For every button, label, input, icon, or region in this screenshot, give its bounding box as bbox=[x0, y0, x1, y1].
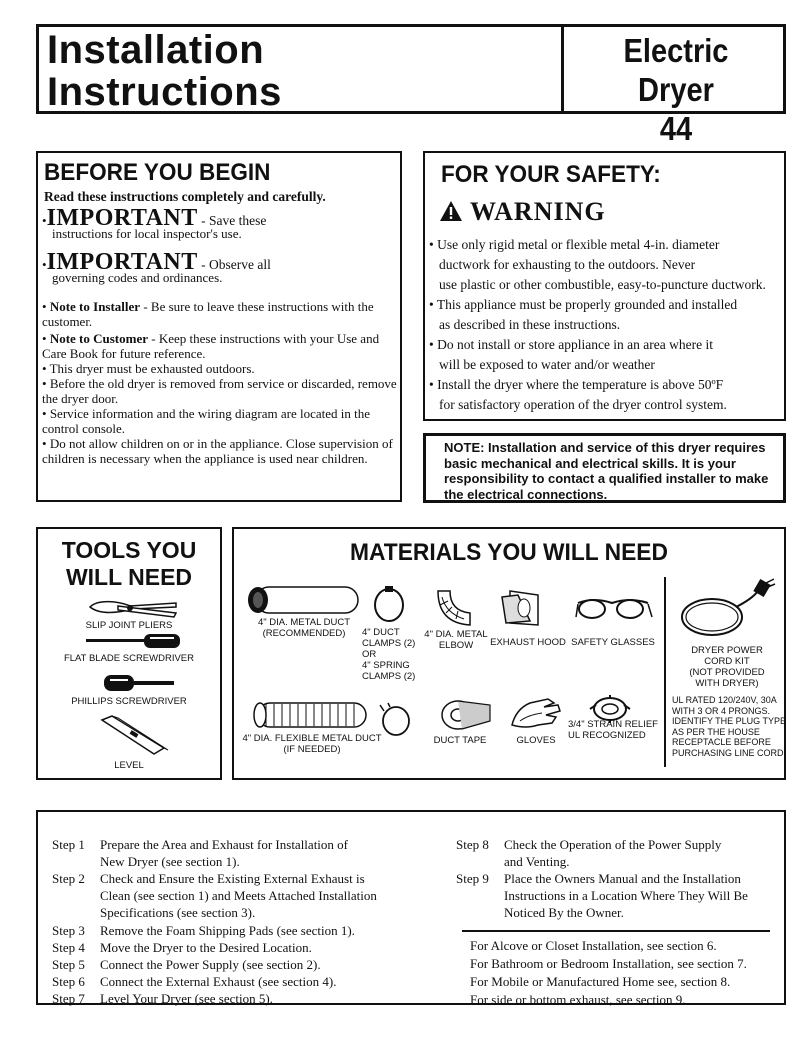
side-exhaust-note: For side or bottom exhaust, see section 9. bbox=[470, 992, 686, 1007]
safety-line-6: • Do not install or store appliance in an area where it bbox=[429, 337, 714, 352]
clamps-label bbox=[362, 627, 418, 682]
flex-l2: (IF NEEDED) bbox=[283, 744, 341, 755]
clamps-l2: CLAMPS (2) bbox=[362, 638, 416, 649]
ul-l1: UL RATED 120/240V, 30A bbox=[672, 695, 777, 705]
clamps-l4: 4" SPRING bbox=[362, 660, 410, 671]
step-5-text: Connect the Power Supply (see section 2). bbox=[100, 957, 321, 972]
before-intro: Read these instructions completely and carefully. bbox=[44, 189, 326, 204]
step-8-number: Step 8 bbox=[456, 837, 489, 852]
step-1-number: Step 1 bbox=[52, 837, 85, 852]
elbow-l1: 4" DIA. METAL bbox=[424, 629, 488, 640]
bullet-service-text: Service information and the wiring diagram are located in the control console. bbox=[42, 406, 371, 436]
step-4-text: Move the Dryer to the Desired Location. bbox=[100, 940, 312, 955]
safety-line-1: • Use only rigid metal or flexible metal 4-in. diameter bbox=[429, 237, 720, 252]
important-1: •IMPORTANT - Save these instructions for local inspector's use. bbox=[42, 211, 398, 241]
bullet-old-text: Before the old dryer is removed from service or discarded, remove the dryer door. bbox=[42, 376, 397, 406]
step-9-l3: Noticed By the Owner. bbox=[504, 905, 624, 921]
duct-clamp-icon bbox=[372, 585, 406, 623]
relief-l2: UL RECOGNIZED bbox=[568, 730, 646, 741]
step-2-text bbox=[100, 870, 400, 922]
materials-divider bbox=[664, 577, 666, 767]
safety-glasses-icon bbox=[574, 595, 654, 623]
note-box bbox=[423, 433, 786, 503]
metal-duct-l2: (RECOMMENDED) bbox=[262, 628, 346, 639]
note-to-installer: • Note to Installer - Be sure to leave these instructions with the customer. bbox=[42, 299, 374, 329]
important-1-cont: instructions for local inspector's use. bbox=[52, 226, 242, 241]
flat-screwdriver-icon bbox=[84, 631, 184, 651]
metal-duct-label bbox=[248, 617, 360, 639]
step-2-l1: Check and Ensure the Existing External Exhaust is bbox=[100, 871, 365, 886]
flexible-duct-icon bbox=[250, 701, 370, 729]
title-line-2: Instructions bbox=[47, 70, 282, 114]
product-line-1: Electric Dryer bbox=[623, 32, 729, 108]
customer-text: - Keep these instructions with your Use and Care Book for future reference. bbox=[42, 331, 380, 361]
materials-section bbox=[232, 527, 786, 780]
important-2: •IMPORTANT - Observe all governing codes and ordinances. bbox=[42, 255, 398, 285]
mobile-home-note: For Mobile or Manufactured Home see, section 8. bbox=[470, 974, 731, 989]
safety-heading: FOR YOUR SAFETY: bbox=[441, 161, 661, 188]
elbow-l2: ELBOW bbox=[438, 640, 474, 651]
tools-section bbox=[36, 527, 222, 780]
cord-l3: (NOT PROVIDED bbox=[689, 667, 765, 678]
step-3-number: Step 3 bbox=[52, 923, 85, 938]
metal-duct-l1: 4" DIA. METAL DUCT bbox=[257, 617, 351, 628]
header-divider bbox=[561, 27, 564, 111]
bathroom-note: For Bathroom or Bedroom Installation, see section 7. bbox=[470, 956, 747, 971]
step-6-number: Step 6 bbox=[52, 974, 85, 989]
step-8-l1: Check the Operation of the Power Supply bbox=[504, 837, 722, 852]
cord-kit-label bbox=[668, 645, 786, 689]
exhaust-hood-icon bbox=[500, 587, 544, 629]
flat-screwdriver-label: FLAT BLADE SCREWDRIVER bbox=[63, 653, 195, 664]
bullet-children: • Do not allow children on or in the appliance. Close supervision of children is necessary when the appliance is used near children. bbox=[42, 436, 393, 466]
power-cord-icon bbox=[678, 579, 776, 641]
ul-l4: AS PER THE HOUSE bbox=[672, 726, 760, 737]
safety-line-9: for satisfactory operation of the dryer control system. bbox=[439, 397, 727, 412]
bullet-exhaust-text: This dryer must be exhausted outdoors. bbox=[49, 361, 255, 376]
step-7-text: Level Your Dryer (see section 5). bbox=[100, 991, 273, 1006]
important-1-rest: - Save these bbox=[197, 213, 267, 228]
tools-heading bbox=[38, 537, 220, 591]
safety-line-8: • Install the dryer where the temperature is above 50ºF bbox=[429, 377, 724, 392]
note-text: NOTE: Installation and service of this dryer requires basic mechanical and electrical skills. It is your responsibility to contact a qualified installer to make the electrical connections. bbox=[444, 440, 769, 502]
safety-line-3: use plastic or other combustible, easy-to-puncture ductwork. bbox=[439, 277, 766, 292]
materials-heading: MATERIALS YOU WILL NEED bbox=[350, 539, 668, 566]
product-model-number: 44 bbox=[659, 110, 693, 147]
pliers-icon bbox=[88, 597, 178, 619]
step-2-l2: Clean (see section 1) and Meets Attached Installation bbox=[100, 888, 377, 904]
page-title bbox=[47, 29, 282, 113]
step-8-l2: and Venting. bbox=[504, 854, 570, 870]
level-label: LEVEL bbox=[114, 760, 144, 771]
step-5-number: Step 5 bbox=[52, 957, 85, 972]
ul-l3: IDENTIFY THE PLUG TYPE bbox=[672, 716, 787, 726]
bullet-exhaust: • This dryer must be exhausted outdoors. bbox=[42, 361, 255, 376]
bullet-old-dryer: • Before the old dryer is removed from service or discarded, remove the dryer door. bbox=[42, 376, 397, 406]
note-to-customer: • Note to Customer - Keep these instructions with your Use and Care Book for future reference. bbox=[42, 331, 380, 361]
step-9-l1: Place the Owners Manual and the Installation bbox=[504, 871, 741, 886]
ul-l2: WITH 3 OR 4 PRONGS. bbox=[672, 705, 771, 716]
ul-rating-text bbox=[672, 695, 786, 758]
phillips-screwdriver-icon bbox=[98, 671, 178, 695]
step-6-text: Connect the External Exhaust (see section 4). bbox=[100, 974, 337, 989]
step-7-number: Step 7 bbox=[52, 991, 85, 1006]
step-3-text: Remove the Foam Shipping Pads (see section 1). bbox=[100, 923, 355, 938]
duct-tape-icon bbox=[438, 699, 492, 731]
exhaust-hood-label: EXHAUST HOOD bbox=[490, 637, 566, 648]
step-9-number: Step 9 bbox=[456, 871, 489, 886]
tools-heading-line-2: WILL NEED bbox=[65, 564, 193, 590]
safety-line-2: ductwork for exhausting to the outdoors. Never bbox=[439, 257, 696, 272]
step-8-text bbox=[504, 836, 794, 870]
installer-text: - Be sure to leave these instructions with the customer. bbox=[42, 299, 374, 329]
steps-separator bbox=[462, 930, 770, 932]
step-1-l1: Prepare the Area and Exhaust for Installation of bbox=[100, 837, 348, 852]
gloves-icon bbox=[508, 695, 564, 731]
bullet-children-text: Do not allow children on or in the appliance. Close supervision of children is necessary when the appliance is used near children. bbox=[42, 436, 393, 466]
important-1-word: IMPORTANT bbox=[46, 205, 198, 231]
cord-l4: WITH DRYER) bbox=[695, 678, 759, 689]
warning-text: WARNING bbox=[470, 197, 606, 226]
cord-l1: DRYER POWER bbox=[691, 645, 763, 656]
product-name bbox=[582, 31, 770, 148]
clamps-l5: CLAMPS (2) bbox=[362, 671, 416, 682]
important-2-cont: governing codes and ordinances. bbox=[52, 270, 223, 285]
tools-heading-line-1: TOOLS YOU bbox=[61, 537, 197, 563]
safety-line-5: as described in these instructions. bbox=[439, 317, 621, 332]
step-2-l3: Specifications (see section 3). bbox=[100, 905, 256, 921]
before-you-begin-section bbox=[36, 151, 402, 502]
spring-clamp-icon bbox=[380, 703, 412, 737]
clamps-l1: 4" DUCT bbox=[362, 627, 400, 638]
phillips-screwdriver-label: PHILLIPS SCREWDRIVER bbox=[71, 696, 187, 707]
safety-line-7: will be exposed to water and/or weather bbox=[439, 357, 655, 372]
header-box bbox=[36, 24, 786, 147]
important-2-rest: - Observe all bbox=[197, 257, 271, 272]
clamps-l3: OR bbox=[362, 649, 377, 660]
ul-l5: RECEPTACLE BEFORE bbox=[672, 737, 771, 747]
installer-label: Note to Installer bbox=[49, 299, 141, 314]
alcove-note: For Alcove or Closet Installation, see section 6. bbox=[470, 938, 717, 953]
customer-label: Note to Customer bbox=[49, 331, 149, 346]
step-9-text bbox=[504, 870, 794, 922]
safety-glasses-label: SAFETY GLASSES bbox=[571, 637, 655, 648]
strain-relief-label bbox=[568, 719, 658, 741]
elbow-label bbox=[424, 629, 488, 651]
bullet-service: • Service information and the wiring diagram are located in the control console. bbox=[42, 406, 371, 436]
relief-l1: 3/4" STRAIN RELIEF bbox=[568, 719, 658, 730]
safety-line-4: • This appliance must be properly grounded and installed bbox=[429, 297, 738, 312]
step-4-number: Step 4 bbox=[52, 940, 85, 955]
ul-l6: PURCHASING LINE CORD. bbox=[672, 747, 787, 758]
step-1-l2: New Dryer (see section 1). bbox=[100, 854, 240, 870]
step-9-l2: Instructions in a Location Where They Will Be bbox=[504, 888, 748, 904]
warning-label bbox=[439, 197, 606, 227]
level-icon bbox=[98, 714, 168, 756]
metal-elbow-icon bbox=[434, 587, 476, 627]
before-heading: BEFORE YOU BEGIN bbox=[44, 159, 271, 186]
gloves-label: GLOVES bbox=[516, 735, 556, 746]
safety-section bbox=[423, 151, 786, 421]
pliers-label: SLIP JOINT PLIERS bbox=[85, 620, 173, 631]
cord-l2: CORD KIT bbox=[704, 656, 750, 667]
metal-duct-icon bbox=[244, 585, 362, 615]
title-line-1: Installation bbox=[47, 28, 265, 72]
step-2-number: Step 2 bbox=[52, 871, 85, 886]
warning-triangle-icon bbox=[439, 200, 463, 222]
duct-tape-label: DUCT TAPE bbox=[433, 735, 487, 746]
step-1-text bbox=[100, 836, 390, 870]
important-2-word: IMPORTANT bbox=[46, 249, 198, 275]
flex-duct-label bbox=[242, 733, 382, 755]
steps-section bbox=[36, 810, 786, 1005]
flex-l1: 4" DIA. FLEXIBLE METAL DUCT bbox=[242, 733, 382, 744]
